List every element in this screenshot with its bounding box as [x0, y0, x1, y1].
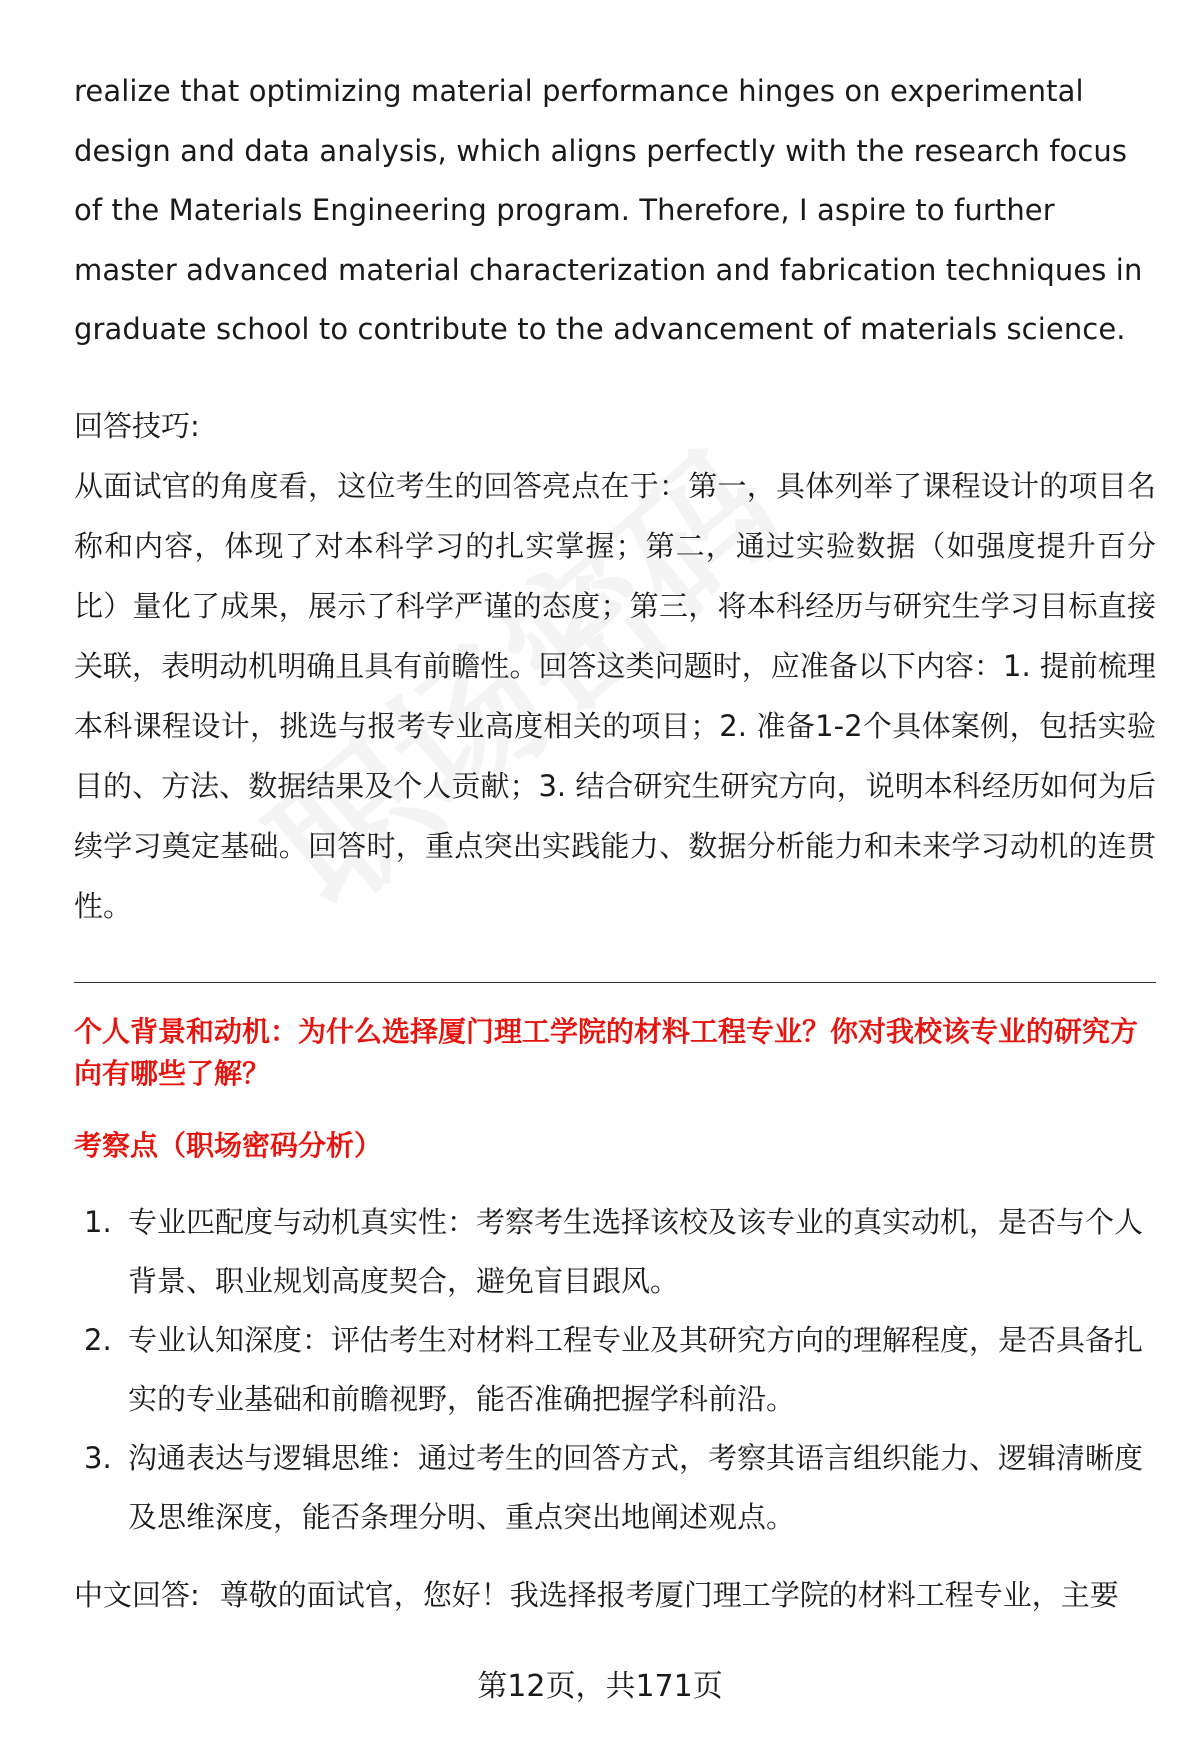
list-number: 1.: [84, 1204, 112, 1239]
list-number: 2.: [84, 1322, 112, 1357]
list-text: 专业匹配度与动机真实性：考察考生选择该校及该专业的真实动机，是否与个人背景、职业规划高度契合，避免盲目跟风。: [128, 1204, 1144, 1298]
list-item: [74, 1193, 1156, 1311]
list-text: 专业认知深度：评估考生对材料工程专业及其研究方向的理解程度，是否具备扎实的专业基础和前瞻视野，能否准确把握学科前沿。: [128, 1322, 1144, 1416]
section-divider: [74, 982, 1156, 983]
list-number: 3.: [84, 1440, 112, 1475]
list-item: [74, 1429, 1156, 1547]
tips-body: 从面试官的角度看，这位考生的回答亮点在于：第一，具体列举了课程设计的项目名称和内容，体现了对本科学习的扎实掌握；第二，通过实验数据（如强度提升百分比）量化了成果，展示了科学严谨的态度；第三，将本科经历与研究生学习目标直接关联，表明动机明确且具有前瞻性。回答这类问题时，应准备以下内容：1. 提前梳理本科课程设计，挑选与报考专业高度相关的项目；2. 准备1-2个具体案例，包括实验目的、方法、数据结果及个人贡献；3. 结合研究生研究方向，说明本科经历如何为后续学习奠定基础。回答时，重点突出实践能力、数据分析能力和未来学习动机的连贯性。: [74, 468, 1156, 923]
analysis-heading: 考察点（职场密码分析）: [74, 1128, 383, 1162]
page-content: [74, 62, 1156, 1625]
answer-label: 中文回答:: [74, 1577, 200, 1612]
chinese-answer: [74, 1565, 1156, 1625]
english-paragraph: realize that optimizing material performance hinges on experimental design and data analysis, which aligns perfectly with the research focus of the Materials Engineering program. Therefore, I aspire to further master advanced material characterization and fabrication techniques in graduate school to contribute to the advancement of materials science.: [74, 74, 1143, 346]
answer-text: 尊敬的面试官，您好！我选择报考厦门理工学院的材料工程专业，主要: [219, 1577, 1119, 1612]
list-text: 沟通表达与逻辑思维：通过考生的回答方式，考察其语言组织能力、逻辑清晰度及思维深度，能否条理分明、重点突出地阐述观点。: [128, 1440, 1144, 1534]
list-item: [74, 1311, 1156, 1429]
page-footer: 第12页，共171页: [477, 1669, 723, 1704]
analysis-list: [74, 1193, 1156, 1547]
question-heading: 个人背景和动机：为什么选择厦门理工学院的材料工程专业？你对我校该专业的研究方向有哪些了解？: [74, 1014, 1139, 1090]
tips-label: 回答技巧:: [74, 408, 200, 443]
